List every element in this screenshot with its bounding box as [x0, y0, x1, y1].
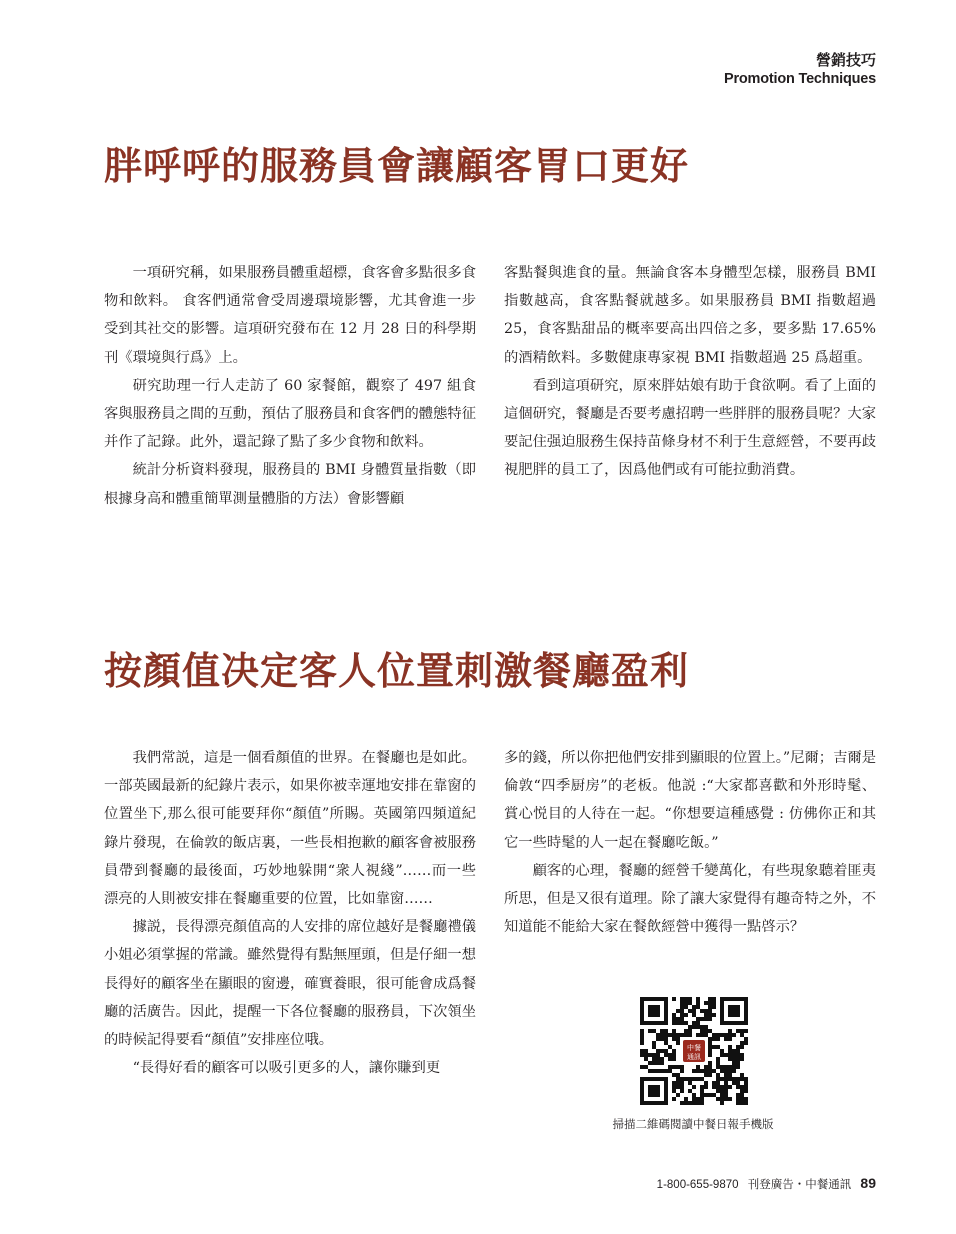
article1-title: 胖呼呼的服務員會讓顧客胃口更好	[104, 143, 690, 188]
qr-code[interactable]	[640, 997, 748, 1105]
article1-left-column	[104, 259, 476, 513]
article2-title: 按顏值决定客人位置刺激餐廳盈利	[104, 648, 690, 693]
section-title-en: Promotion Techniques	[723, 71, 876, 87]
article1-right-column	[504, 259, 876, 485]
paragraph: 多的錢，所以你把他們安排到顯眼的位置上。”尼爾；吉爾是倫敦“四季厨房”的老板。他説 :“大家都喜歡和外形時髦、賞心悦目的人待在一起。“你想要這種感覺 : 仿佛你正和其它一些時髦的人一起在餐廳吃飯。”	[504, 750, 876, 851]
paragraph: 看到這項研究，原來胖姑娘有助于食欲啊。看了上面的這個研究，餐廳是否要考慮招聘一些胖胖的服務員呢？大家要記住强迫服務生保持苗條身材不利于生意經營，不要再歧視肥胖的員工了，因爲他們或有可能拉動消費。	[504, 377, 876, 479]
section-title-zh: 營銷技巧	[815, 51, 876, 69]
qr-caption: 掃描二維碼閱讀中餐日報手機版	[612, 1117, 774, 1131]
footer-phone: 1-800-655-9870	[656, 1179, 739, 1191]
article2-right-column	[504, 744, 876, 941]
qr-code-icon	[640, 997, 748, 1105]
paragraph: 據説，長得漂亮顏值高的人安排的席位越好是餐廳禮儀小姐必須掌握的常識。雖然覺得有點無厘頭，但是仔細一想長得好的顧客坐在顯眼的窗邊，確實養眼，很可能會成爲餐廳的活廣告。因此，提醒一下各位餐廳的服務員，下次領坐的時候記得要看“顏值”安排座位哦。	[104, 919, 476, 1049]
footer-text: 刊登廣告・中餐通訊	[747, 1179, 852, 1191]
wave-divider-icon	[104, 601, 876, 602]
paragraph: 客點餐與進食的量。無論食客本身體型怎樣，服務員 BMI 指數越高，食客點餐就越多。如果服務員 BMI 指數超過 25，食客點甜品的概率要高出四倍之多，要多點 17.65% 的酒精飲料。多數健康專家視 BMI 指數超過 25 爲超重。	[504, 265, 876, 366]
paragraph: 統計分析資料發現，服務員的 BMI 身體質量指數（即根據身高和體重簡單測量體脂的方法）會影響顧	[104, 462, 476, 507]
paragraph: 一項研究稱，如果服務員體重超標，食客會多點很多食物和飲料。 食客們通常會受周邊環境影響，尤其會進一步受到其社交的影響。這項研究發布在 12 月 28 日的科學期刊《環境與行爲》上。	[104, 265, 476, 366]
paragraph: 我們常説，這是一個看顏值的世界。在餐廳也是如此。一部英國最新的紀錄片表示，如果你被幸運地安排在靠窗的位置坐下,那么很可能要拜你“顏值”所賜。英國第四頻道紀錄片發現，在倫敦的飯店裏，一些長相抱歉的顧客會被服務員帶到餐廳的最後面，巧妙地躲開“衆人視綫”……而一些漂亮的人則被安排在餐廳重要的位置，比如靠窗……	[104, 750, 476, 908]
article2-left-column	[104, 744, 476, 1082]
svg-text:中餐: 中餐	[687, 1044, 701, 1052]
paragraph: 顧客的心理，餐廳的經營千變萬化，有些現象聽着匪夷所思，但是又很有道理。除了讓大家覺得有趣奇特之外，不知道能不能給大家在餐飲經營中獲得一點啓示？	[504, 862, 876, 936]
section-divider	[104, 594, 876, 602]
page-footer	[657, 1175, 876, 1192]
page-number: 89	[860, 1175, 876, 1191]
svg-text:通訊: 通訊	[687, 1053, 701, 1061]
paragraph: 研究助理一行人走訪了 60 家餐館，觀察了 497 組食客與服務員之間的互動，預估了服務員和食客們的體態特征并作了記錄。此外，還記錄了點了多少食物和飲料。	[104, 377, 476, 451]
section-header	[724, 50, 876, 88]
paragraph: “長得好看的顧客可以吸引更多的人，讓你賺到更	[132, 1060, 441, 1077]
